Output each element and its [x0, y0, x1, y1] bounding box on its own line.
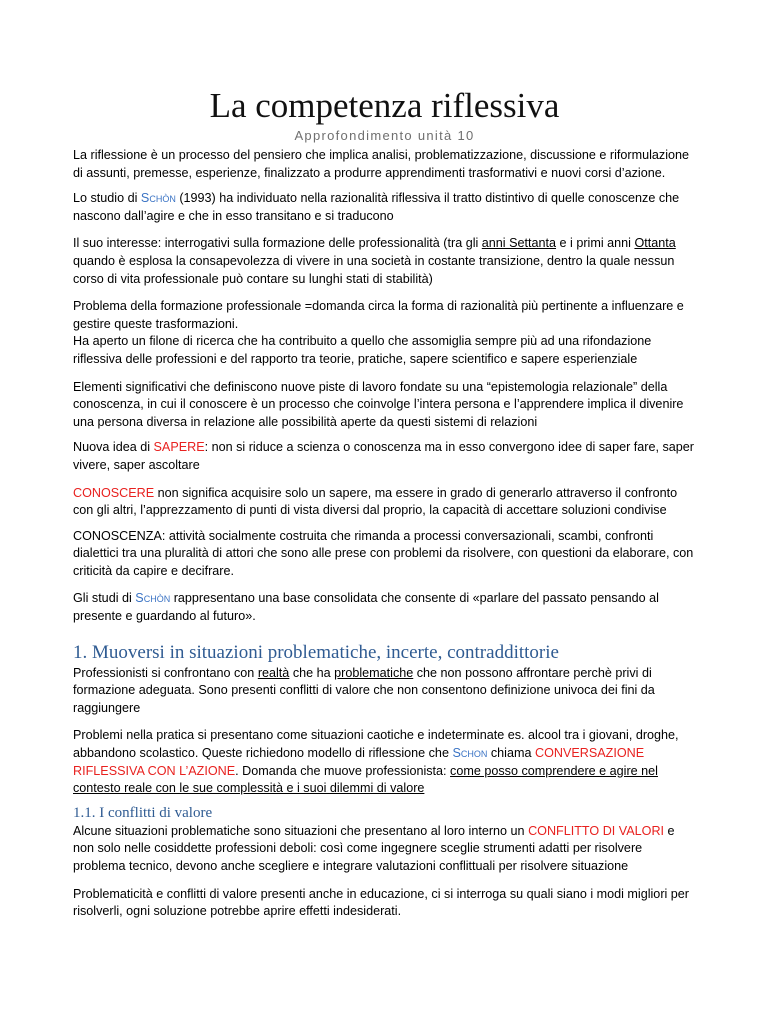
text: Alcune situazioni problematiche sono situazioni che presentano al loro interno un — [73, 823, 529, 838]
paragraph-riflessione — [73, 147, 696, 182]
section-heading-1-1: 1.1. I conflitti di valore — [73, 804, 213, 821]
paragraph-conflitti — [73, 823, 696, 876]
text: chiama — [487, 746, 535, 761]
text: (1993) ha individuato nella razionalità riflessiva il tratto distintivo di quelle conoscenze che nascono dall’agire e che in esso transitano e si traducono — [73, 191, 680, 223]
text: La riflessione è un processo del pensiero che implica analisi, problematizzazione, discussione e riformulazione di assunti, premesse, esperienze, finalizzato a produrre apprendimenti trasformativi e nuovi corsi d’azione. — [73, 148, 690, 180]
underlined-realta: realtà — [257, 665, 290, 680]
text: Lo studio di — [73, 191, 141, 206]
section-heading-1: 1. Muoversi in situazioni problematiche, incerte, contraddittorie — [73, 641, 559, 663]
text: quando è esplosa la consapevolezza di vivere in una società in costante transizione, dentro la quale nessun corso di vita professionale può contare su lunghi stati di stabilità) — [73, 253, 675, 286]
paragraph-professionisti — [73, 665, 696, 718]
author-name-schon: Schòn — [135, 591, 171, 606]
underlined-ottanta: Ottanta — [634, 236, 676, 251]
text: : non si riduce a scienza o conoscenza ma in esso convergono idee di saper fare, saper vivere, saper ascoltare — [73, 440, 694, 472]
paragraph-studio-schon — [73, 190, 696, 225]
text: che non possono affrontare perchè privi di formazione adeguata. Sono presenti conflitti di valore che non consentono definizione univoca dei fini da raggiungere — [73, 665, 655, 715]
text: rappresentano una base consolidata che consente di «parlare del passato pensando al presente e guardando al futuro». — [73, 591, 659, 624]
text: . Domanda che muove professionista: — [235, 763, 451, 778]
page-subtitle: Approfondimento unità 10 — [294, 128, 475, 143]
text: Problematicità e conflitti di valore presenti anche in educazione, ci si interroga su quali siano i modi migliori per risolverli, ogni soluzione potrebbe aprire effetti indesiderati. — [73, 886, 690, 919]
text: e i primi anni — [556, 236, 635, 251]
text: Problema della formazione professionale =domanda circa la forma di razionalità più pertinente a influenzare e gestire queste trasformazioni. — [73, 299, 684, 331]
underlined-problematiche: problematiche — [334, 665, 414, 680]
text: Ha aperto un filone di ricerca che ha contribuito a quello che assomiglia sempre più ad una rifondazione riflessiva delle professioni e del rapporto tra teorie, pratiche, sapere scientifico e sapere esperienziale — [73, 334, 652, 366]
paragraph-elementi — [73, 379, 696, 432]
text: attività socialmente costruita che rimanda a processi conversazionali, scambi, confronti dialettici tra una pluralità di attori che sono alle prese con problemi da risolvere, con questioni da elaborare, con criticità da capire e decifrare. — [73, 528, 694, 578]
underlined-domanda: come posso comprendere e agire nel contesto reale con le sue complessità e i suoi dilemmi di valore — [73, 763, 658, 796]
text: non significa acquisire solo un sapere, ma essere in grado di generarlo attraverso il confronto con gli altri, l’apprezzamento di punti di vista diversi dal proprio, la capacità di accettare soluzioni condivise — [73, 485, 678, 518]
text: Gli studi di — [73, 591, 136, 606]
keyword-conoscenza: CONOSCENZA: — [73, 528, 166, 543]
underlined-anni-settanta: anni Settanta — [481, 236, 557, 251]
paragraph-problematicita — [73, 886, 696, 921]
text: Il suo interesse: interrogativi sulla formazione delle professionalità (tra gli — [73, 236, 482, 251]
keyword-conflitto-di-valori: CONFLITTO DI VALORI — [528, 823, 665, 838]
keyword-sapere: SAPERE — [153, 440, 205, 455]
author-name-schon: Schòn — [140, 191, 176, 206]
author-name-schon: Schon — [452, 746, 488, 761]
paragraph-studi-schon — [73, 590, 696, 625]
paragraph-conoscenza — [73, 528, 696, 581]
paragraph-conoscere — [73, 485, 696, 520]
paragraph-sapere — [73, 439, 696, 474]
paragraph-problema-formazione — [73, 298, 696, 368]
text: Nuova idea di — [73, 440, 154, 455]
text: e non solo nelle cosiddette professioni deboli: così come ingegnere sceglie strumenti adatti per risolvere problema tecnico, devono anche scegliere e integrare valutazioni conflittuali per risolvere situazione — [73, 823, 675, 873]
keyword-conversazione-riflessiva: CONVERSAZIONE RIFLESSIVA CON L’AZIONE — [73, 746, 645, 778]
paragraph-problemi-pratica — [73, 727, 696, 797]
text: Problemi nella pratica si presentano come situazioni caotiche e indeterminate es. alcool tra i giovani, droghe, abbandono scolastico. Queste richiedono modello di riflessione che — [73, 728, 679, 761]
text: Elementi significativi che definiscono nuove piste di lavoro fondate su una “epistemologia relazionale” della conoscenza, in cui il conoscere è un processo che coinvolge l’intera persona e l’apprendere implica il divenire una persona diversa in relazione alle possibilità aperte da questi sistemi di relazioni — [73, 379, 684, 429]
keyword-conoscere: CONOSCERE — [73, 485, 155, 500]
paragraph-interesse — [73, 235, 696, 288]
text: Professionisti si confrontano con — [73, 665, 258, 680]
text: che ha — [289, 665, 335, 680]
page-title: La competenza riflessiva — [209, 86, 560, 125]
